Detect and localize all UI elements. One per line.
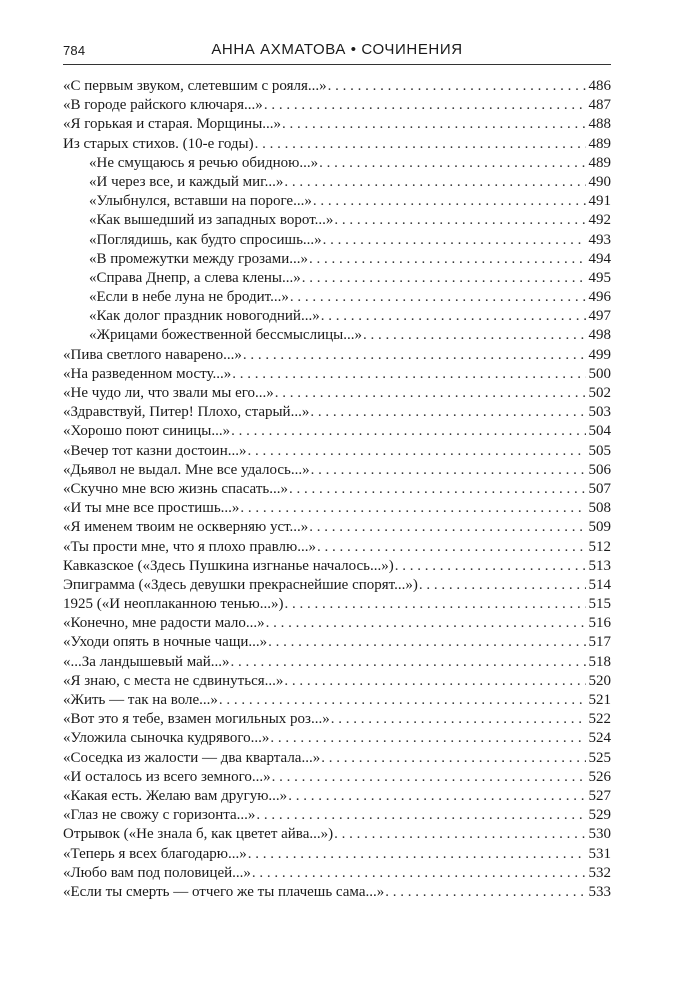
toc-entry [63, 614, 611, 633]
toc-entry-title: «Я горькая и старая. Морщины...» [63, 116, 282, 133]
running-title: АННА АХМАТОВА • СОЧИНЕНИЯ [211, 41, 463, 58]
dot-leader [331, 710, 586, 729]
toc-entry [63, 442, 611, 461]
dot-leader [247, 442, 586, 461]
dot-leader [334, 825, 586, 844]
toc-entry [63, 250, 611, 269]
toc-entry [63, 135, 611, 154]
toc-entry-page: 533 [588, 883, 611, 900]
dot-leader [310, 403, 586, 422]
toc-entry-page: 507 [588, 480, 611, 497]
dot-leader [302, 269, 586, 288]
toc-entry-title: «Какая есть. Желаю вам другую...» [63, 787, 288, 804]
toc-entry-title: «Вот это я тебе, взамен могильных роз...» [63, 711, 330, 728]
toc-entry-title: «И осталось из всего земного...» [63, 768, 271, 785]
toc-entry-title: Из старых стихов. (10-е годы) [63, 135, 254, 152]
toc-entry-title: «Жрицами божественной бессмыслицы...» [89, 327, 362, 344]
toc-entry-title: «Уложила сыночка кудрявого...» [63, 730, 270, 747]
toc-entry-page: 491 [588, 193, 611, 210]
toc-entry-page: 488 [588, 116, 611, 133]
toc-entry-title: «И ты мне все простишь...» [63, 500, 240, 517]
toc-entry-title: «...За ландышевый май...» [63, 653, 230, 670]
toc-entry [63, 672, 611, 691]
dot-leader [288, 787, 586, 806]
toc-entry-page: 513 [588, 557, 611, 574]
toc-entry [63, 768, 611, 787]
toc-entry-title: «Если ты смерть — отчего же ты плачешь сама...» [63, 883, 385, 900]
toc-entry-page: 516 [588, 615, 611, 632]
toc-entry [63, 595, 611, 614]
toc-entry [63, 192, 611, 211]
dot-leader [252, 864, 586, 883]
toc-entry-title: «Как долог праздник новогодний...» [89, 308, 320, 325]
toc-entry [63, 883, 611, 902]
toc-entry-title: «Вечер тот казни достоин...» [63, 442, 247, 459]
toc-entry-title: «В городе райского ключаря...» [63, 97, 263, 114]
dot-leader [319, 154, 586, 173]
toc-entry [63, 115, 611, 134]
dot-leader [255, 135, 586, 154]
toc-entry-page: 495 [588, 269, 611, 286]
toc-entry-page: 500 [588, 365, 611, 382]
toc-entry-title: «Не чудо ли, что звали мы его...» [63, 385, 274, 401]
dot-leader [321, 749, 586, 768]
toc-entry-page: 517 [588, 634, 611, 651]
dot-leader [231, 422, 586, 441]
toc-entry-title: «Глаз не свожу с горизонта...» [63, 807, 256, 824]
toc-entry [63, 346, 611, 365]
toc-entry [63, 864, 611, 883]
toc-entry-page: 489 [588, 154, 611, 171]
toc-entry-page: 532 [588, 864, 611, 881]
toc-entry [63, 77, 611, 96]
toc-entry [63, 729, 611, 748]
toc-entry [63, 825, 611, 844]
toc-entry [63, 499, 611, 518]
dot-leader [272, 768, 586, 787]
toc-entry [63, 326, 611, 345]
dot-leader [284, 173, 586, 192]
dot-leader [309, 518, 586, 537]
dot-leader [243, 346, 586, 365]
dot-leader [334, 211, 586, 230]
toc-entry-title: «Справа Днепр, а слева клены...» [89, 269, 301, 286]
toc-entry [63, 211, 611, 230]
toc-entry [63, 787, 611, 806]
dot-leader [266, 614, 586, 633]
toc-entry [63, 403, 611, 422]
toc-entry [63, 288, 611, 307]
toc-entry-page: 529 [588, 807, 611, 824]
toc-entry [63, 576, 611, 595]
toc-entry [63, 480, 611, 499]
toc-entry-title: Отрывок («Не знала б, как цветет айва...») [63, 826, 334, 843]
toc-entry-title: «Я именем твоим не оскверняю уст...» [63, 519, 309, 536]
toc-entry [63, 307, 611, 326]
toc-entry-title: «И через все, и каждый миг...» [89, 173, 284, 190]
table-of-contents [63, 77, 611, 902]
toc-entry [63, 538, 611, 557]
running-header [63, 40, 611, 62]
toc-entry [63, 461, 611, 480]
toc-entry [63, 806, 611, 825]
toc-entry-page: 498 [588, 327, 611, 344]
toc-entry-title: «Здравствуй, Питер! Плохо, старый...» [63, 404, 310, 421]
toc-entry-title: «Если в небе луна не бродит...» [89, 289, 289, 306]
toc-entry-page: 489 [588, 135, 611, 152]
toc-entry-title: «В промежутки между грозами...» [89, 250, 309, 267]
toc-entry [63, 365, 611, 384]
toc-entry [63, 231, 611, 250]
toc-entry-page: 518 [588, 653, 611, 670]
toc-entry-page: 505 [588, 442, 611, 459]
toc-entry-page: 527 [588, 787, 611, 804]
dot-leader [395, 557, 586, 576]
toc-entry-page: 506 [588, 461, 611, 478]
dot-leader [256, 806, 586, 825]
dot-leader [264, 96, 586, 115]
toc-entry [63, 173, 611, 192]
toc-entry-title: «Соседка из жалости — два квартала...» [63, 749, 321, 766]
toc-entry [63, 710, 611, 729]
toc-entry [63, 384, 611, 403]
dot-leader [321, 307, 586, 326]
toc-entry [63, 845, 611, 864]
dot-leader [270, 729, 586, 748]
toc-entry-page: 486 [588, 78, 611, 94]
dot-leader [268, 633, 586, 652]
toc-entry-title: «Уходи опять в ночные чащи...» [63, 634, 268, 651]
toc-entry-title: «Поглядишь, как будто спросишь...» [89, 231, 322, 248]
toc-entry-title: «Как вышедший из западных ворот...» [89, 212, 334, 229]
dot-leader [385, 883, 586, 902]
toc-entry-page: 502 [588, 385, 611, 401]
dot-leader [363, 326, 586, 345]
toc-entry-page: 520 [588, 672, 611, 689]
toc-entry-title: «Любо вам под половицей...» [63, 864, 251, 881]
toc-entry-page: 531 [588, 845, 611, 862]
page-number: 784 [63, 43, 86, 58]
toc-entry [63, 633, 611, 652]
dot-leader [323, 231, 586, 250]
dot-leader [284, 595, 586, 614]
dot-leader [219, 691, 586, 710]
toc-entry-page: 496 [588, 289, 611, 306]
dot-leader [309, 250, 586, 269]
toc-entry-page: 487 [588, 97, 611, 114]
toc-entry-page: 493 [588, 231, 611, 248]
dot-leader [232, 365, 586, 384]
dot-leader [231, 653, 586, 672]
toc-entry-title: «Я знаю, с места не сдвинуться...» [63, 672, 284, 689]
toc-entry-title: «Дьявол не выдал. Мне все удалось...» [63, 461, 310, 478]
toc-entry-title: «С первым звуком, слетевшим с рояля...» [63, 78, 327, 94]
toc-entry [63, 749, 611, 768]
toc-entry-title: «Хорошо поют синицы...» [63, 423, 231, 440]
dot-leader [311, 461, 586, 480]
dot-leader [282, 115, 586, 134]
dot-leader [275, 384, 586, 403]
toc-entry-page: 499 [588, 346, 611, 363]
toc-entry [63, 518, 611, 537]
toc-entry [63, 557, 611, 576]
toc-entry-page: 526 [588, 768, 611, 785]
toc-entry-page: 509 [588, 519, 611, 536]
toc-entry-page: 503 [588, 404, 611, 421]
toc-entry-page: 504 [588, 423, 611, 440]
toc-entry-page: 530 [588, 826, 611, 843]
toc-entry-title: Эпиграмма («Здесь девушки прекраснейшие спорят...») [63, 576, 418, 593]
toc-entry-title: «Ты прости мне, что я плохо правлю...» [63, 538, 316, 555]
toc-entry [63, 422, 611, 441]
toc-entry-page: 512 [588, 538, 611, 555]
toc-entry-page: 514 [588, 576, 611, 593]
toc-entry-page: 490 [588, 173, 611, 190]
toc-entry [63, 96, 611, 115]
dot-leader [290, 288, 586, 307]
dot-leader [240, 499, 586, 518]
toc-entry-title: «Конечно, мне радости мало...» [63, 615, 265, 632]
toc-entry-title: «Пива светлого наварено...» [63, 346, 242, 363]
toc-entry-page: 515 [588, 596, 611, 613]
toc-entry-title: «Не смущаюсь я речью обидною...» [89, 154, 319, 171]
dot-leader [328, 77, 586, 96]
header-rule [63, 64, 611, 65]
toc-entry-page: 522 [588, 711, 611, 728]
dot-leader [289, 480, 586, 499]
dot-leader [248, 845, 586, 864]
toc-entry-title: «Теперь я всех благодарю...» [63, 845, 247, 862]
toc-entry-page: 494 [588, 250, 611, 267]
toc-entry-title: «Жить — так на воле...» [63, 692, 218, 708]
toc-entry-title: «На разведенном мосту...» [63, 365, 232, 382]
toc-entry-title: «Скучно мне всю жизнь спасать...» [63, 480, 288, 497]
toc-entry-page: 521 [588, 692, 611, 708]
toc-entry-page: 508 [588, 500, 611, 517]
toc-entry-page: 492 [588, 212, 611, 229]
dot-leader [284, 672, 586, 691]
dot-leader [317, 538, 586, 557]
toc-entry [63, 269, 611, 288]
toc-entry-page: 524 [588, 730, 611, 747]
toc-entry-title: «Улыбнулся, вставши на пороге...» [89, 193, 312, 210]
toc-entry-page: 497 [588, 308, 611, 325]
toc-entry-title: 1925 («И неоплаканною тенью...») [63, 596, 284, 613]
dot-leader [313, 192, 586, 211]
toc-entry [63, 154, 611, 173]
toc-entry-title: Кавказское («Здесь Пушкина изгнанье началось...») [63, 557, 394, 574]
toc-entry [63, 653, 611, 672]
toc-entry-page: 525 [588, 749, 611, 766]
dot-leader [419, 576, 586, 595]
toc-entry [63, 691, 611, 710]
